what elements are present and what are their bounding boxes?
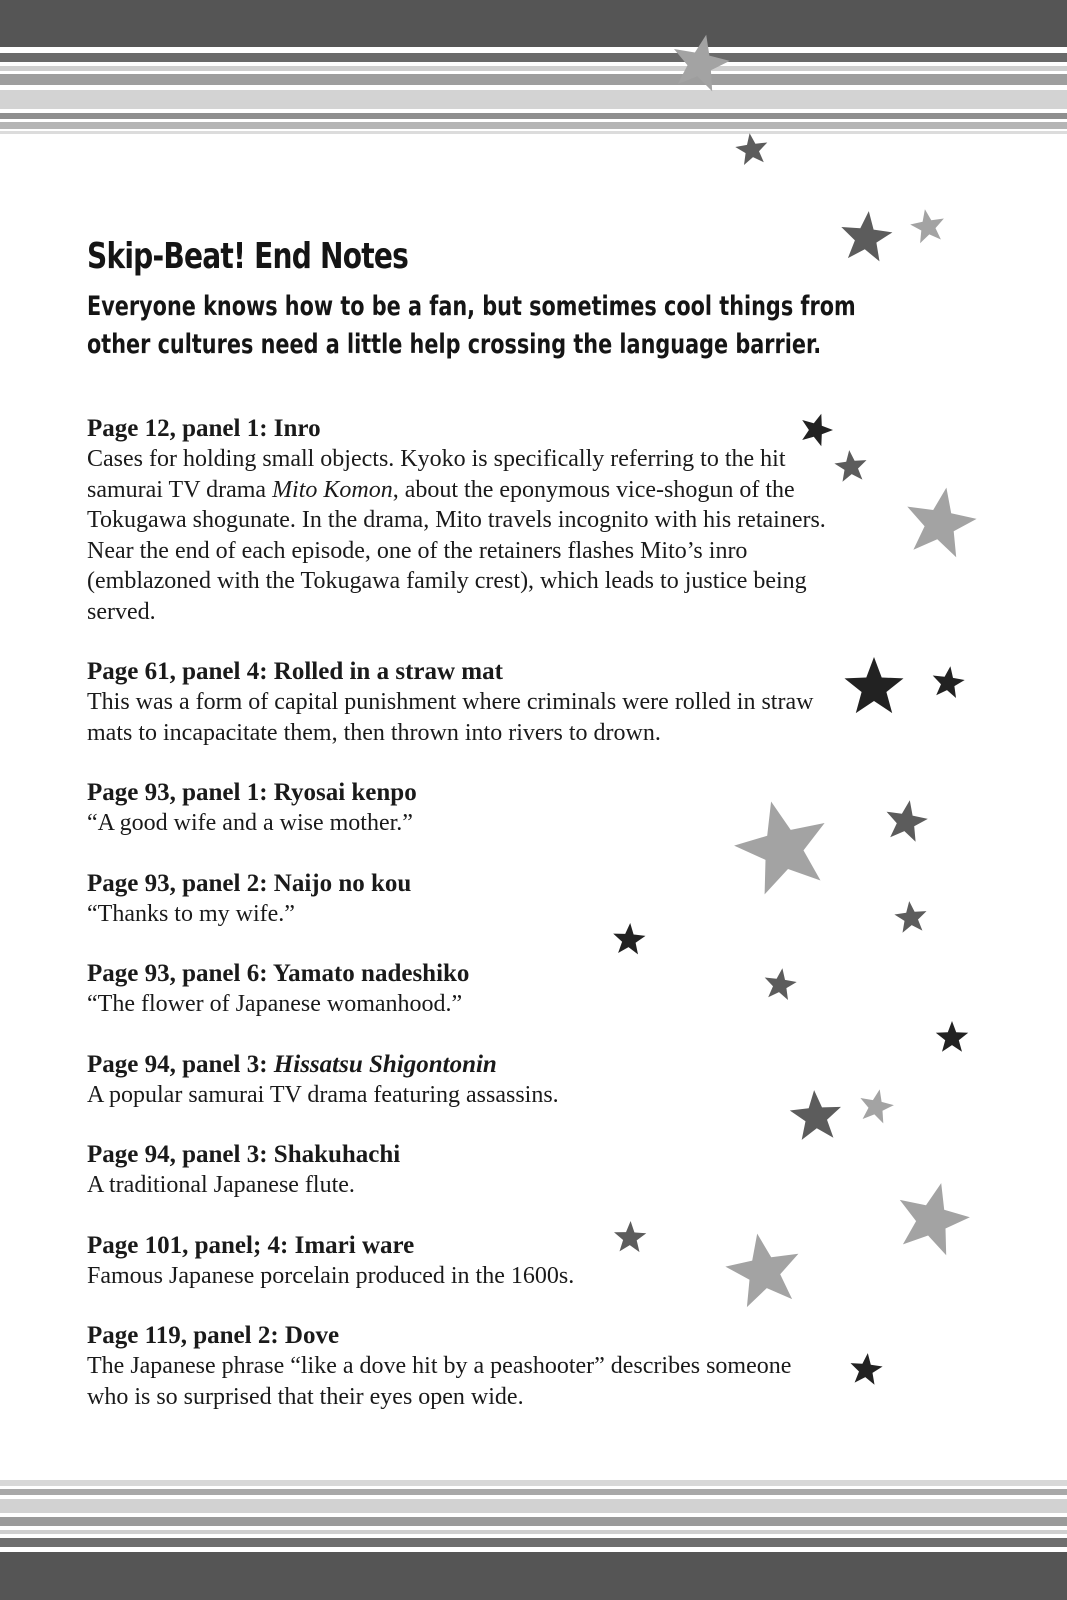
note-body: “The flower of Japanese womanhood.” <box>87 991 463 1017</box>
star-icon <box>907 488 976 558</box>
note-body: “Thanks to my wife.” <box>87 900 295 927</box>
stripe <box>0 113 1067 119</box>
note-body: A popular samurai TV drama featuring assassins. <box>87 1081 559 1108</box>
stripe <box>0 122 1067 129</box>
note-item <box>87 869 827 930</box>
note-item <box>87 778 827 839</box>
stripe <box>0 90 1067 109</box>
bottom-stripe-band <box>0 1480 1067 1600</box>
note-heading: Page 93, panel 2: Naijo no kou <box>87 869 412 897</box>
note-item <box>87 959 827 1020</box>
star-icon <box>851 1353 883 1385</box>
star-icon <box>860 1089 894 1123</box>
note-body: This was a form of capital punishment where criminals were rolled in straw mats to incapacitate them, then thrown into rivers to drown. <box>87 689 814 746</box>
note-body-text: Cases for holding small objects. Kyoko is specifically referring to the hit samurai TV drama <box>87 446 786 503</box>
star-icon <box>887 800 928 842</box>
note-heading: Page 101, panel; 4: Imari ware <box>87 1231 415 1259</box>
note-item <box>87 1140 827 1201</box>
stripe <box>0 66 1067 71</box>
note-body: “A good wife and a wise mother.” <box>87 810 413 836</box>
note-item <box>87 657 827 748</box>
stripe <box>0 1552 1067 1600</box>
note-body-text: , about the eponymous vice-shogun of the Tokugawa shogunate. In the drama, Mito travels incognito with his retainers. Near the end of each episode, one of the retainers flashes Mito’s inro (emblazoned with the Tokugawa family crest), which leads to justice being served. <box>87 476 826 625</box>
note-body: A traditional Japanese flute. <box>87 1172 355 1198</box>
stripe <box>0 131 1067 134</box>
top-stripe-band <box>0 0 1067 140</box>
star-icon <box>900 1183 970 1255</box>
note-item <box>87 414 827 627</box>
note-heading: Page 93, panel 1: Ryosai kenpo <box>87 779 417 806</box>
note-heading: Page 94, panel 3: Shakuhachi <box>87 1141 401 1168</box>
star-icon <box>933 666 965 698</box>
note-heading: Page 93, panel 6: Yamato nadeshiko <box>87 960 470 987</box>
star-icon <box>841 211 892 261</box>
note-heading-title: Hissatsu Shigontonin <box>273 1050 497 1078</box>
stripe <box>0 1480 1067 1486</box>
note-heading <box>87 1050 827 1080</box>
note-body <box>87 444 827 627</box>
note-heading: Page 12, panel 1: Inro <box>87 415 321 442</box>
star-icon <box>845 657 904 713</box>
stripe <box>0 1499 1067 1513</box>
note-body: The Japanese phrase “like a dove hit by a peashooter” describes someone who is so surprised that their eyes open wide. <box>87 1353 792 1410</box>
stripe <box>0 1538 1067 1547</box>
note-item <box>87 1050 827 1111</box>
stripe <box>0 53 1067 62</box>
note-item <box>87 1231 827 1292</box>
note-body-title: Mito Komon <box>272 476 393 503</box>
note-item <box>87 1321 827 1412</box>
star-icon <box>936 1021 968 1052</box>
stripe <box>0 0 1067 47</box>
stripe <box>0 1489 1067 1495</box>
stripe <box>0 74 1067 85</box>
note-body: Famous Japanese porcelain produced in the 1600s. <box>87 1262 575 1289</box>
star-icon <box>910 209 944 243</box>
note-heading: Page 119, panel 2: Dove <box>87 1322 340 1349</box>
star-icon <box>834 450 866 482</box>
end-notes-list <box>87 414 827 1442</box>
stripe <box>0 1517 1067 1526</box>
stripe <box>0 1530 1067 1534</box>
page-subtitle: Everyone knows how to be a fan, but sometimes cool things from other cultures need a little help crossing the language barrier. <box>87 291 856 360</box>
note-heading-prefix: Page 94, panel 3: <box>87 1050 274 1078</box>
star-icon <box>894 901 926 933</box>
note-heading: Page 61, panel 4: Rolled in a straw mat <box>87 658 503 685</box>
page-title: Skip-Beat! End Notes <box>87 236 409 277</box>
